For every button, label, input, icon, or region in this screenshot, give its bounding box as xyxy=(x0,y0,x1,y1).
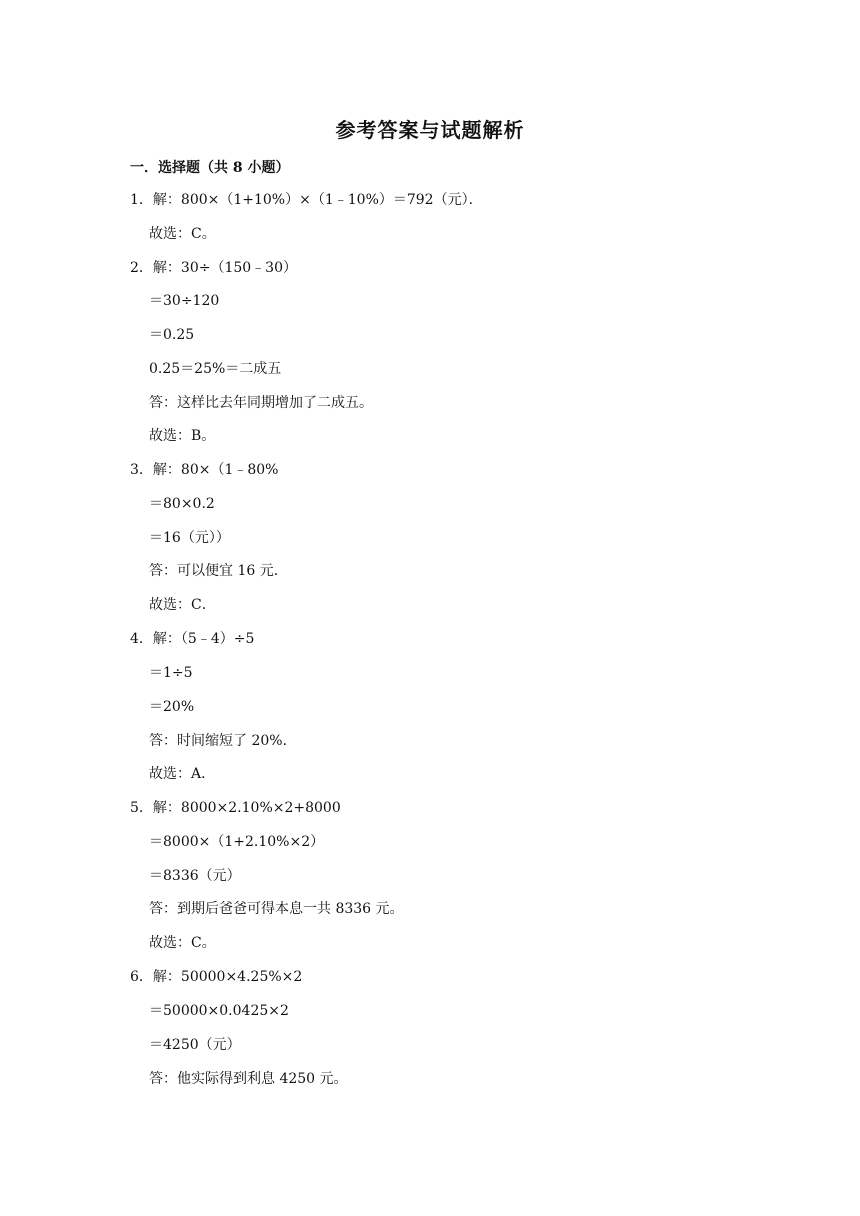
solution-line: 答：这样比去年同期增加了二成五。 xyxy=(149,395,373,411)
solution-line: 故选：C。 xyxy=(149,935,216,951)
solution-line: ＝16（元）） xyxy=(149,530,230,546)
solution-line: 3．解：80×（1﹣80% xyxy=(130,462,279,478)
solution-line: 2．解：30÷（150﹣30） xyxy=(130,260,297,276)
solution-line: ＝0.25 xyxy=(149,327,195,343)
solution-line: 4．解：（5﹣4）÷5 xyxy=(130,631,255,647)
solution-line: 答：时间缩短了 20%． xyxy=(149,733,297,749)
page-title: 参考答案与试题解析 xyxy=(335,118,525,142)
solution-line: ＝20% xyxy=(149,699,195,715)
solution-line: ＝8336（元） xyxy=(149,868,241,884)
solution-line: ＝50000×0.0425×2 xyxy=(149,1003,289,1019)
solution-line: 5．解：8000×2.10%×2+8000 xyxy=(130,800,341,816)
solution-line: ＝4250（元） xyxy=(149,1037,241,1053)
section-heading: 一．选择题（共 8 小题） xyxy=(130,160,290,176)
solution-line: 故选：C。 xyxy=(149,226,216,242)
solution-line: 1．解：800×（1+10%）×（1﹣10%）＝792（元）． xyxy=(130,192,483,208)
solution-line: 答：可以便宜 16 元． xyxy=(149,563,288,579)
solution-line: ＝1÷5 xyxy=(149,665,193,681)
solution-line: 故选：A． xyxy=(149,766,216,782)
solution-line: 0.25＝25%＝二成五 xyxy=(149,361,282,377)
solution-line: ＝8000×（1+2.10%×2） xyxy=(149,834,325,850)
solution-line: ＝80×0.2 xyxy=(149,496,215,512)
solution-line: 故选：B。 xyxy=(149,428,216,444)
solution-line: 答：他实际得到利息 4250 元。 xyxy=(149,1071,348,1087)
solution-line: 故选：C． xyxy=(149,597,216,613)
solution-line: 答：到期后爸爸可得本息一共 8336 元。 xyxy=(149,901,404,917)
solution-line: ＝30÷120 xyxy=(149,293,220,309)
solution-line: 6．解：50000×4.25%×2 xyxy=(130,969,303,985)
